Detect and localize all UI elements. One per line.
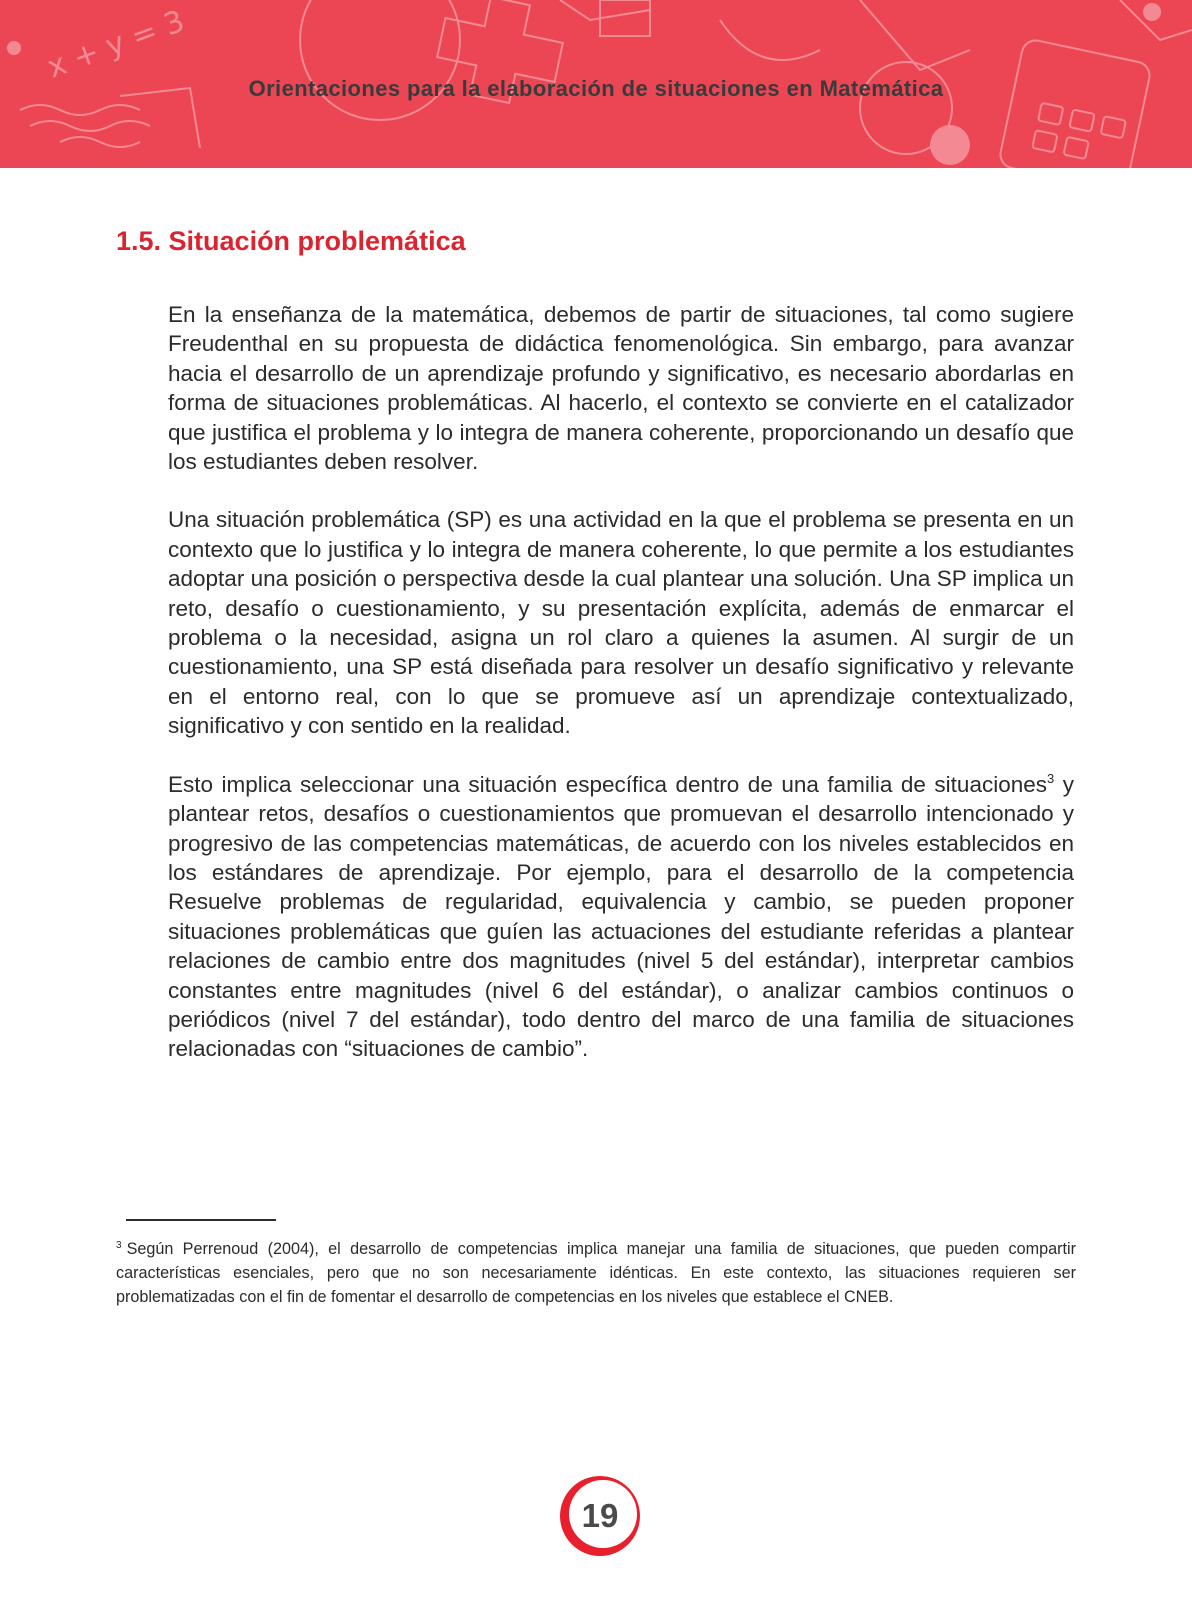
body-text <box>168 300 1074 1093</box>
section-heading: 1.5. Situación problemática <box>116 226 466 256</box>
page-header <box>0 0 1192 168</box>
running-header-title: Orientaciones para la elaboración de situaciones en Matemática <box>248 76 944 101</box>
footnote-divider <box>126 1219 276 1221</box>
paragraph-3-text-end: y plantear retos, desafíos o cuestionamientos que promuevan el desarrollo intencionado y progresivo de las competencias matemáticas, de acuerdo con los niveles establecidos en los estándares de aprendizaje. Por ejemplo, para el desarrollo de la competencia Resuelve problemas de regularidad, equivalencia y cambio, se pueden proponer situaciones problemáticas que guíen las actuaciones del estudiante referidas a plantear relaciones de cambio entre dos magnitudes (nivel 5 del estándar), interpretar cambios constantes entre magnitudes (nivel 6 del estándar), o analizar cambios continuos o periódicos (nivel 7 del estándar), todo dentro del marco de una familia de situaciones relacionadas con “situaciones de cambio”. <box>168 771 1074 1062</box>
footnote <box>116 1237 1076 1309</box>
footnote-text: Según Perrenoud (2004), el desarrollo de competencias implica manejar una familia de situaciones, que pueden compartir características esenciales, pero que no son necesariamente idénticas. En este contexto, las situaciones requieren ser problematizadas con el fin de fomentar el desarrollo de competencias en los niveles que establece el CNEB. <box>116 1240 1076 1306</box>
paragraph-1: En la enseñanza de la matemática, debemos de partir de situaciones, tal como sugiere Freudenthal en su propuesta de didáctica fenomenológica. Sin embargo, para avanzar hacia el desarrollo de un aprendizaje profundo y significativo, es necesario abordarlas en forma de situaciones problemáticas. Al hacerlo, el contexto se convierte en el catalizador que justifica el problema y lo integra de manera coherente, proporcionando un desafío que los estudiantes deben resolver. <box>168 302 1074 475</box>
paragraph-3-text-start: Esto implica seleccionar una situación específica dentro de una familia de situaciones <box>168 771 1047 797</box>
equation-doodle: x + y = 3 <box>42 3 190 86</box>
footnote-marker: 3 <box>116 1240 122 1251</box>
page-number: 19 <box>581 1497 619 1534</box>
paragraph-3 <box>168 770 1074 1064</box>
footnote-reference: 3 <box>1047 770 1055 786</box>
paragraph-2: Una situación problemática (SP) es una actividad en la que el problema se presenta en un contexto que lo justifica y lo integra de manera coherente, lo que permite a los estudiantes adoptar una posición o perspectiva desde la cual plantear una solución. Una SP implica un reto, desafío o cuestionamiento, y su presentación explícita, además de enmarcar el problema o la necesidad, asigna un rol claro a quienes la asumen. Al surgir de un cuestionamiento, una SP está diseñada para resolver un desafío significativo y relevante en el entorno real, con lo que se promueve así un aprendizaje contextualizado, significativo y con sentido en la realidad. <box>168 507 1074 739</box>
